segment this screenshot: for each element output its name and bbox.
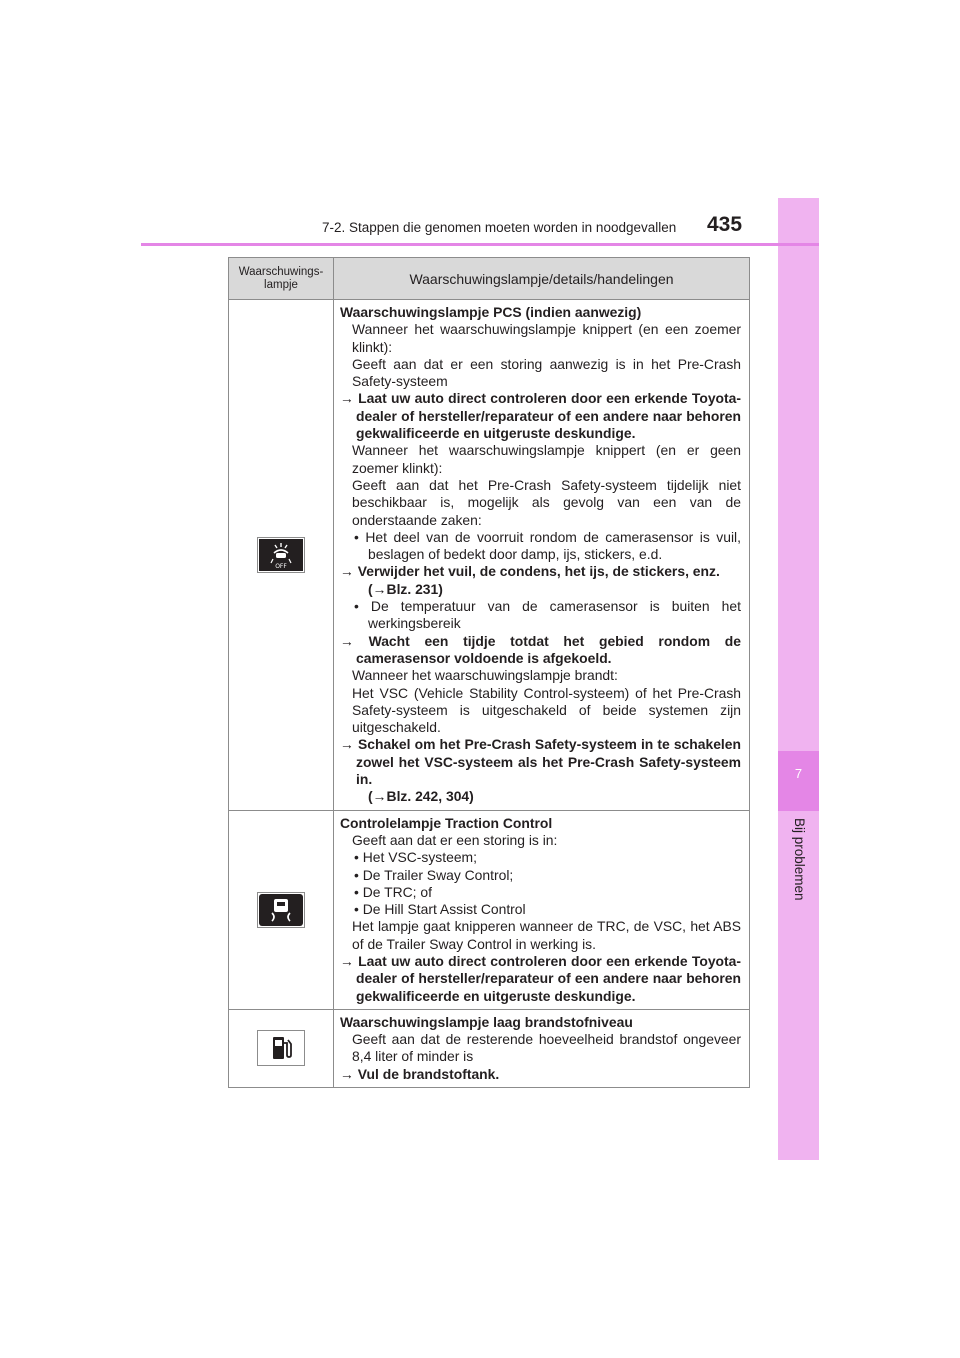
chapter-number-tab bbox=[778, 751, 819, 811]
description-text: Geeft aan dat er een storing is in: bbox=[352, 831, 558, 848]
description-text: Wanneer het waarschuwingslampje brandt: bbox=[352, 667, 618, 684]
description-text: Het lampje gaat knipperen wanneer de TRC, de VSC, het ABS of de Trailer Sway Control in werking is. bbox=[352, 918, 741, 952]
arrow-right-icon: → bbox=[340, 736, 358, 753]
table-row bbox=[229, 300, 749, 811]
section-title: 7-2. Stappen die genomen moeten worden in noodgevallen bbox=[322, 220, 677, 235]
lamp-cell bbox=[229, 811, 334, 1009]
description-text: Wanneer het waarschuwingslampje knippert (en er geen zoemer klinkt): bbox=[352, 442, 741, 476]
arrow-right-icon: → bbox=[372, 788, 387, 805]
action-instruction bbox=[340, 390, 741, 442]
chapter-label: Bij problemen bbox=[792, 818, 807, 901]
arrow-right-icon: → bbox=[340, 952, 359, 969]
details-cell bbox=[334, 1010, 749, 1087]
bullet-text: De TRC; of bbox=[362, 883, 432, 900]
description-text: Wanneer het waarschuwingslampje knippert (en een zoemer klinkt): bbox=[352, 321, 741, 355]
table-row bbox=[229, 1010, 749, 1087]
description-text: Geeft aan dat er een storing aanwezig is in het Pre-Crash Safety-systeem bbox=[352, 355, 741, 390]
arrow-right-icon: → bbox=[340, 632, 369, 649]
bullet-text: Het deel van de voorruit rondom de camerasensor is vuil, beslagen of bedekt door damp, ijs, stickers, e.d. bbox=[365, 528, 741, 563]
svg-text:OFF: OFF bbox=[275, 562, 287, 570]
action-instruction bbox=[340, 1066, 741, 1083]
lamp-cell bbox=[229, 1010, 334, 1087]
description-text: Geeft aan dat de resterende hoeveelheid brandstof ongeveer 8,4 liter of minder is bbox=[352, 1031, 741, 1065]
traction-control-icon bbox=[257, 892, 305, 928]
fuel-pump-icon bbox=[257, 1030, 305, 1066]
bullet-text: De Trailer Sway Control; bbox=[362, 866, 514, 883]
action-text: Laat uw auto direct controleren door een erkende Toyota-dealer of hersteller/reparateur of een andere naar behoren gekwalificeerde en uitgeruste deskundige. bbox=[356, 390, 742, 442]
col-header-lamp: Waarschuwings- lampje bbox=[229, 258, 334, 299]
action-text: Wacht een tijdje totdat het gebied rondom de camerasensor voldoende is afgekoeld. bbox=[356, 632, 742, 666]
bullet-item: • De temperatuur van de camerasensor is buiten het werkingsbereik bbox=[354, 598, 741, 632]
arrow-right-icon: → bbox=[340, 563, 358, 580]
action-text: Vul de brandstoftank. bbox=[357, 1065, 500, 1082]
chapter-side-tab bbox=[778, 198, 819, 1160]
bullet-item: • Het deel van de voorruit rondom de camerasensor is vuil, beslagen of bedekt door damp, ijs, stickers, e.d. bbox=[354, 528, 741, 563]
reference-text: Blz. 231) bbox=[386, 580, 443, 597]
bullet-text: Het VSC-systeem; bbox=[362, 849, 477, 866]
details-cell bbox=[334, 300, 749, 810]
arrow-right-icon: → bbox=[340, 1065, 358, 1082]
header-divider bbox=[141, 243, 819, 246]
description-text: Het VSC (Vehicle Stability Control-systeem) of het Pre-Crash Safety-systeem is uitgeschakeld of beide systemen zijn uitgeschakeld. bbox=[352, 684, 741, 736]
reference-text: Blz. 242, 304) bbox=[386, 788, 474, 805]
bullet-text: De temperatuur van de camerasensor is buiten het werkingsbereik bbox=[368, 598, 741, 632]
bullet-item: • Het VSC-systeem; bbox=[354, 849, 477, 866]
lamp-title: Controlelampje Traction Control bbox=[340, 814, 553, 831]
bullet-item: • De TRC; of bbox=[354, 883, 432, 900]
action-instruction bbox=[340, 563, 741, 580]
page-reference: (→Blz. 242, 304) bbox=[368, 788, 474, 805]
action-text: Verwijder het vuil, de condens, het ijs, de stickers, enz. bbox=[357, 563, 720, 580]
bullet-item: • De Hill Start Assist Control bbox=[354, 901, 526, 918]
description-text: Geeft aan dat het Pre-Crash Safety-systeem tijdelijk niet beschikbaar is, mogelijk als gevolg van een van de onderstaande zaken: bbox=[352, 476, 741, 528]
arrow-right-icon: → bbox=[340, 390, 359, 407]
page-reference: (→Blz. 231) bbox=[368, 580, 443, 597]
table-row bbox=[229, 811, 749, 1010]
bullet-item: • De Trailer Sway Control; bbox=[354, 866, 514, 883]
lamp-title: Waarschuwingslampje laag brandstofniveau bbox=[340, 1013, 633, 1030]
action-instruction bbox=[340, 633, 741, 668]
action-text: Schakel om het Pre-Crash Safety-systeem in te schakelen zowel het VSC-systeem als het Pre-Crash Safety-systeem in. bbox=[356, 736, 742, 788]
bullet-text: De Hill Start Assist Control bbox=[362, 901, 526, 918]
pcs-off-icon bbox=[257, 537, 305, 573]
chapter-number: 7 bbox=[794, 766, 803, 781]
details-cell bbox=[334, 811, 749, 1009]
page-number: 435 bbox=[707, 213, 743, 236]
arrow-right-icon: → bbox=[372, 580, 387, 597]
warning-lights-table bbox=[228, 257, 750, 1088]
action-instruction bbox=[340, 953, 741, 1005]
action-instruction bbox=[340, 736, 741, 788]
lamp-cell bbox=[229, 300, 334, 810]
action-text: Laat uw auto direct controleren door een erkende Toyota-dealer of hersteller/reparateur of een andere naar behoren gekwalificeerde en uitgeruste deskundige. bbox=[356, 952, 742, 1004]
col-header-details: Waarschuwingslampje/details/handelingen bbox=[409, 270, 674, 287]
lamp-title: Waarschuwingslampje PCS (indien aanwezig) bbox=[340, 304, 642, 320]
table-header bbox=[229, 258, 749, 300]
